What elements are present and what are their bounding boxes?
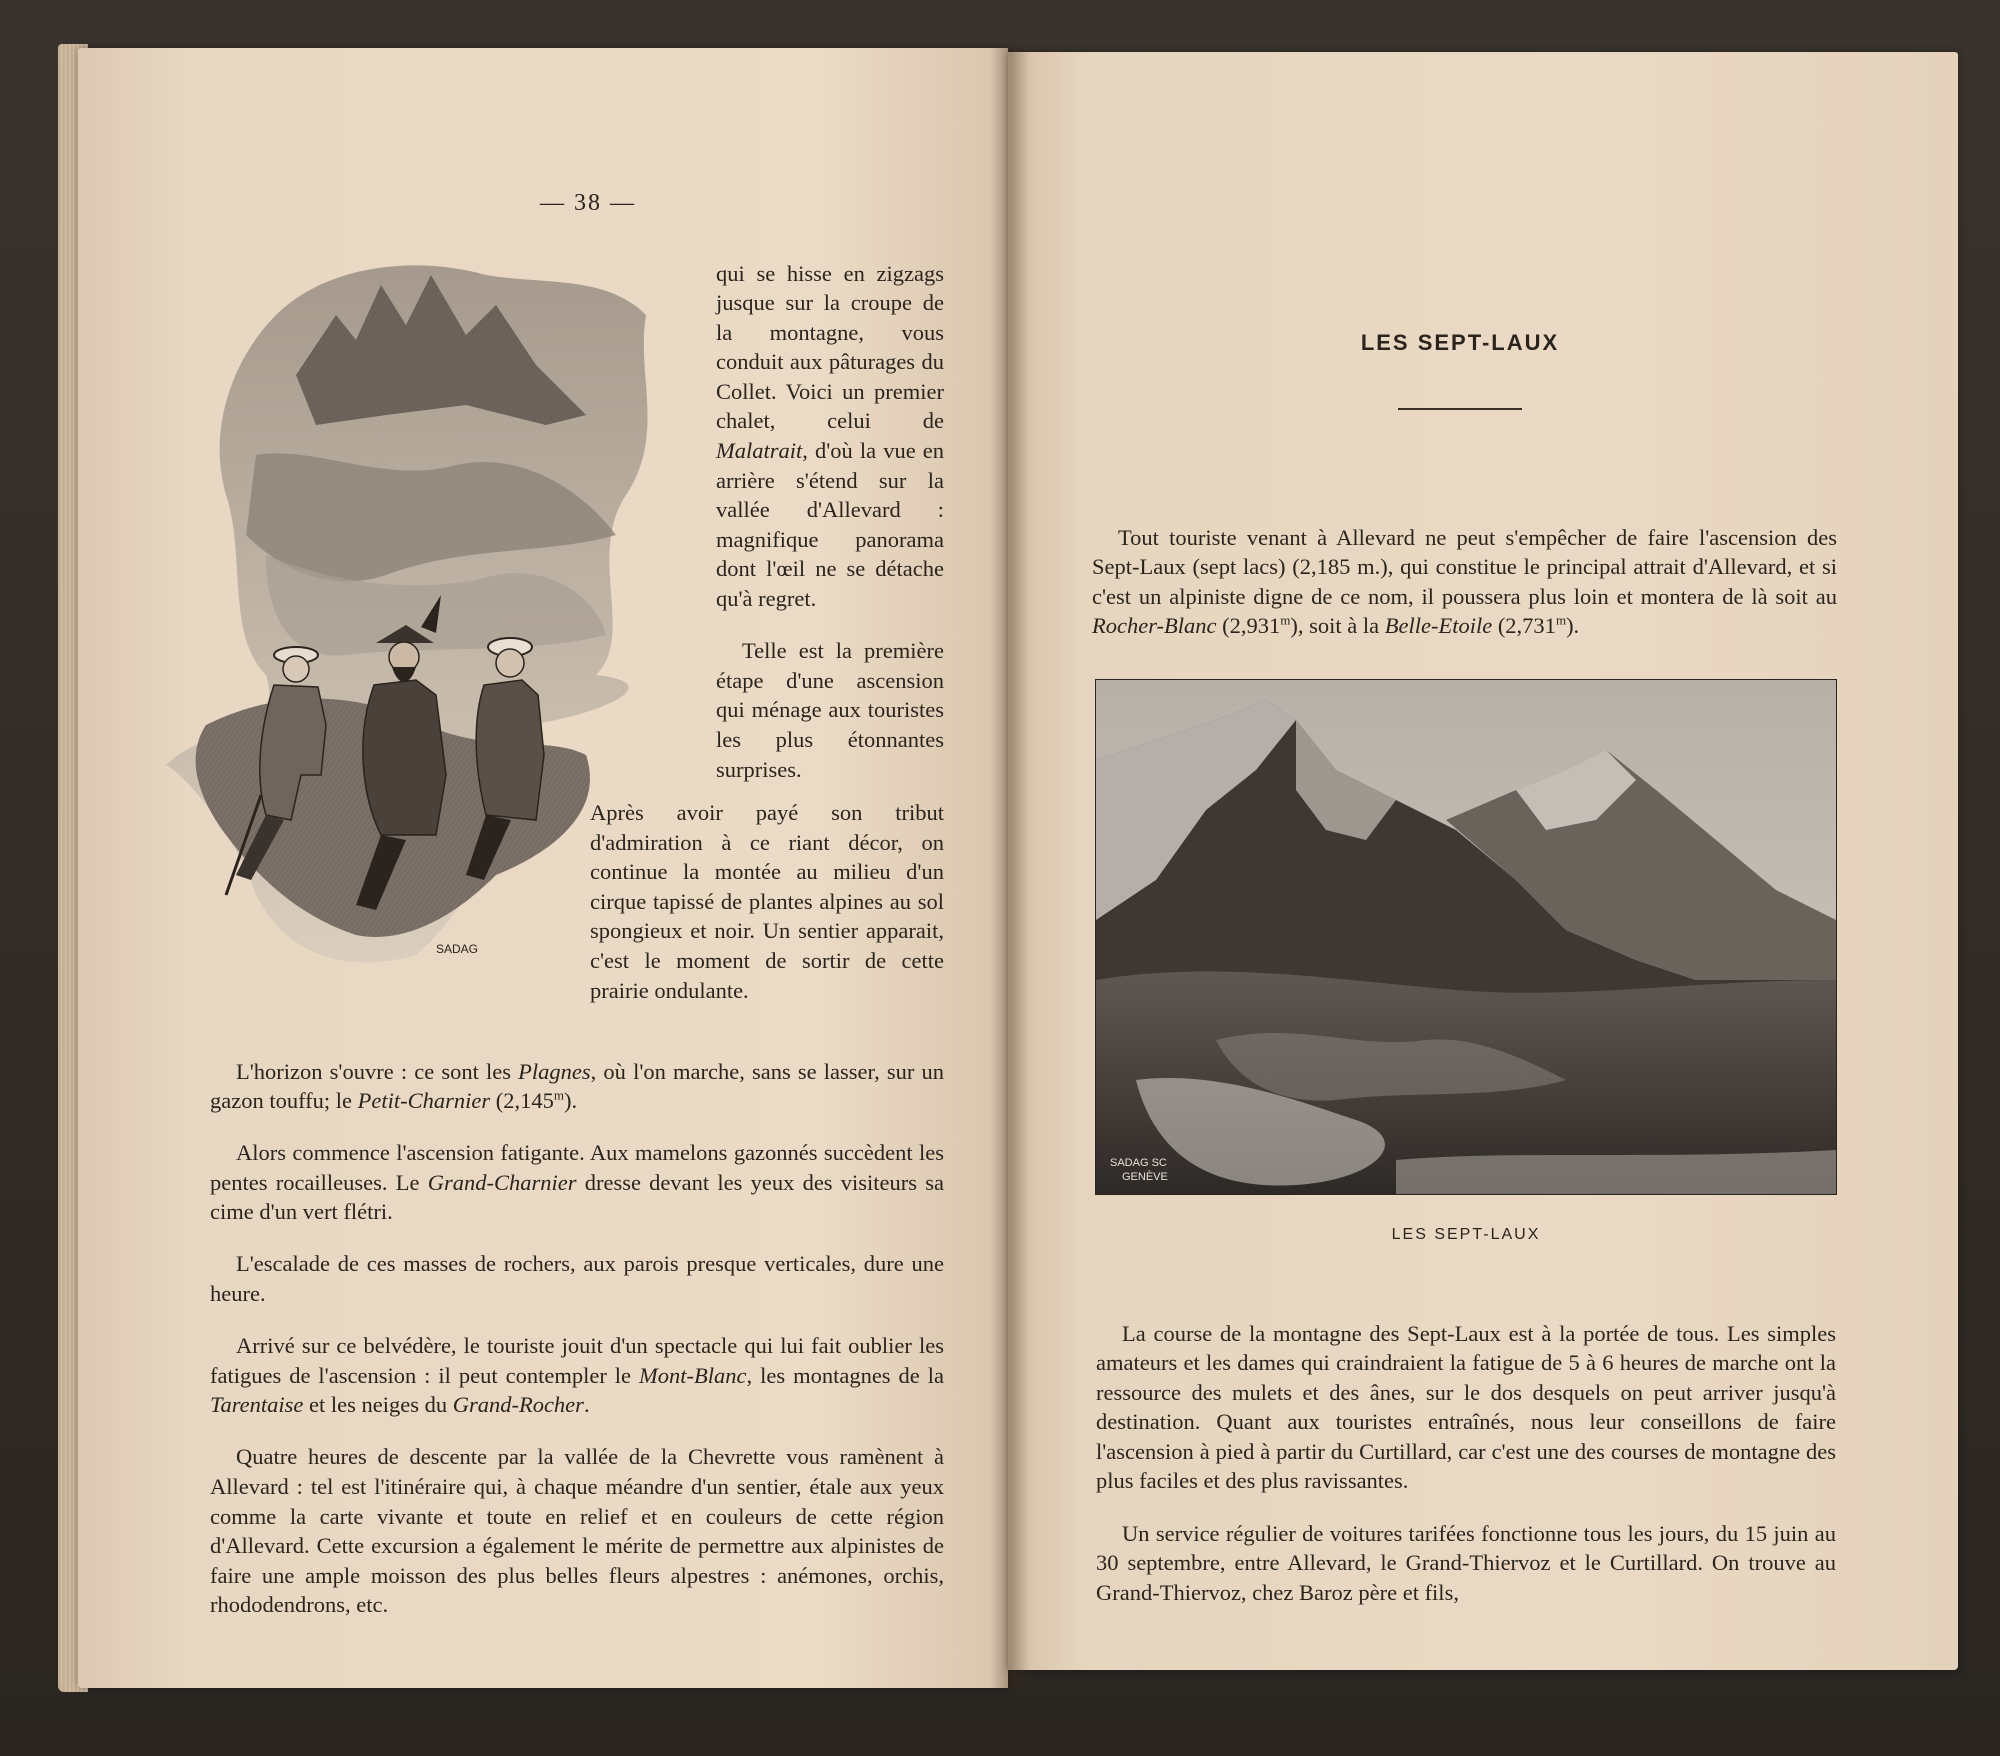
- intro-text-d: (2,731: [1492, 613, 1556, 639]
- para-course: La course de la montagne des Sept-Laux est à la portée de tous. Les simples amateurs et les dames qui craindraient la fatigue de 5 à 6 heures de marche ont la ressource des mulets et des ânes, sur le dos desquels on peut arriver jusqu'à destination. Quant aux touristes entraînés, nous leur conseillons de faire l'ascension à pied à partir du Curtillard, car c'est une des courses de montagne des plus faciles et des plus ravissantes.: [1096, 1320, 1836, 1494]
- intro-text-c: ), soit à la: [1290, 613, 1385, 639]
- p3-text-b: , où l'on marche, sans se lasser, sur un gazon touffu; le: [210, 1058, 945, 1114]
- grand-charnier-name: Grand-Charnier: [427, 1169, 577, 1195]
- intro-sup-1: m: [1280, 612, 1291, 628]
- right-body-text: [1096, 1296, 1836, 1630]
- belle-etoile-name: Belle-Etoile: [1384, 613, 1493, 639]
- p4-text-a: Alors commence l'ascension fatigante. Aux mamelons gazonnés succèdent les pentes rocailleuses. Le: [210, 1140, 944, 1195]
- p3-text-d: ).: [564, 1088, 578, 1114]
- left-admiration-para: [590, 798, 944, 1005]
- para-telle: Telle est la première étape d'une ascension qui ménage aux touristes les plus étonnantes surprises.: [716, 638, 944, 782]
- p6-text-d: .: [583, 1392, 590, 1418]
- malatrait-name: Malatrait: [716, 438, 803, 464]
- intro-sup-2: m: [1555, 612, 1567, 628]
- mont-blanc-name: Mont-Blanc: [639, 1362, 747, 1388]
- grand-rocher-name: Grand-Rocher: [452, 1392, 584, 1418]
- illustration-signature: SADAG: [436, 942, 479, 956]
- para-quatre-heures: Quatre heures de descente par la vallée de la Chevrette vous ramènent à Allevard : tel est l'itinéraire qui, à chaque méandre d'un sentier, étale aux yeux comme la carte vivante et toute en relief et en couleurs de cette région d'Allevard. Cette excursion a également le mérite de permettre aux alpinistes de faire une ample moisson des plus belles fleurs alpestres : anémones, orchis, rhododendrons, etc.: [210, 1444, 944, 1618]
- page-number: — 38 —: [540, 190, 636, 216]
- p3-sup: m: [553, 1087, 565, 1103]
- tarentaise-name: Tarentaise: [210, 1392, 304, 1418]
- photo-credit-2: GENÈVE: [1122, 1171, 1168, 1183]
- left-body-text: [210, 1034, 944, 1643]
- left-wrap-column: [716, 236, 944, 807]
- p3-text-c: (2,145: [490, 1088, 554, 1114]
- p4-text-b: dresse devant les yeux des visiteurs sa cime d'un vert flétri.: [210, 1169, 944, 1225]
- p6-text-b: , les montagnes de la: [746, 1362, 944, 1388]
- intro-text-b: (2,931: [1216, 613, 1281, 639]
- intro-text-e: ).: [1566, 613, 1580, 639]
- photo-credit-1: SADAG SC: [1110, 1157, 1167, 1169]
- p6-text-a: Arrivé sur ce belvédère, le touriste jouit d'un spectacle qui lui fait oublier les fatigues de l'ascension : il peut contempler le: [210, 1333, 944, 1388]
- para-apres: Après avoir payé son tribut d'admiration à ce riant décor, on continue la montée au milieu d'un cirque tapissé de plantes alpines au sol spongieux et noir. Un sentier apparait, c'est le moment de sortir de cette prairie ondulante.: [590, 800, 944, 1003]
- petit-charnier-name: Petit-Charnier: [357, 1088, 491, 1114]
- photo-caption: LES SEPT-LAUX: [1391, 1226, 1541, 1243]
- para-escalade: L'escalade de ces masses de rochers, aux parois presque verticales, dure une heure.: [210, 1251, 944, 1307]
- title-rule: [1398, 408, 1522, 410]
- p3-text-a: L'horizon s'ouvre : ce sont les: [236, 1058, 519, 1084]
- book-gutter: [990, 48, 1030, 1688]
- section-title: LES SEPT-LAUX: [1360, 330, 1560, 355]
- para-service: Un service régulier de voitures tarifées fonctionne tous les jours, du 15 juin au 30 septembre, entre Allevard, le Grand-Thiervoz et le Curtillard. On trouve au Grand-Thiervoz, chez Baroz père et fils,: [1096, 1520, 1836, 1605]
- p6-text-c: et les neiges du: [303, 1392, 453, 1418]
- sept-laux-photograph: [1096, 680, 1836, 1194]
- intro-paragraph: [1092, 500, 1837, 663]
- wrap-text-1: qui se hisse en zigzags jusque sur la croupe de la montagne, vous conduit aux pâturages du Collet. Voici un premier chalet, celui de: [716, 260, 944, 434]
- wrap-text-2: , d'où la vue en arrière s'étend sur la vallée d'Allevard : magnifique panorama dont l'œil ne se détache qu'à regret.: [716, 438, 944, 612]
- plagnes-name: Plagnes: [518, 1058, 591, 1084]
- intro-text-a: Tout touriste venant à Allevard ne peut s'empêcher de faire l'ascension des Sept-Laux (sept lacs) (2,185 m.), qui constitue le principal attrait d'Allevard, et si c'est un alpiniste digne de ce nom, il poussera plus loin et montera de là soit au: [1092, 524, 1837, 609]
- rocher-blanc-name: Rocher-Blanc: [1092, 613, 1217, 639]
